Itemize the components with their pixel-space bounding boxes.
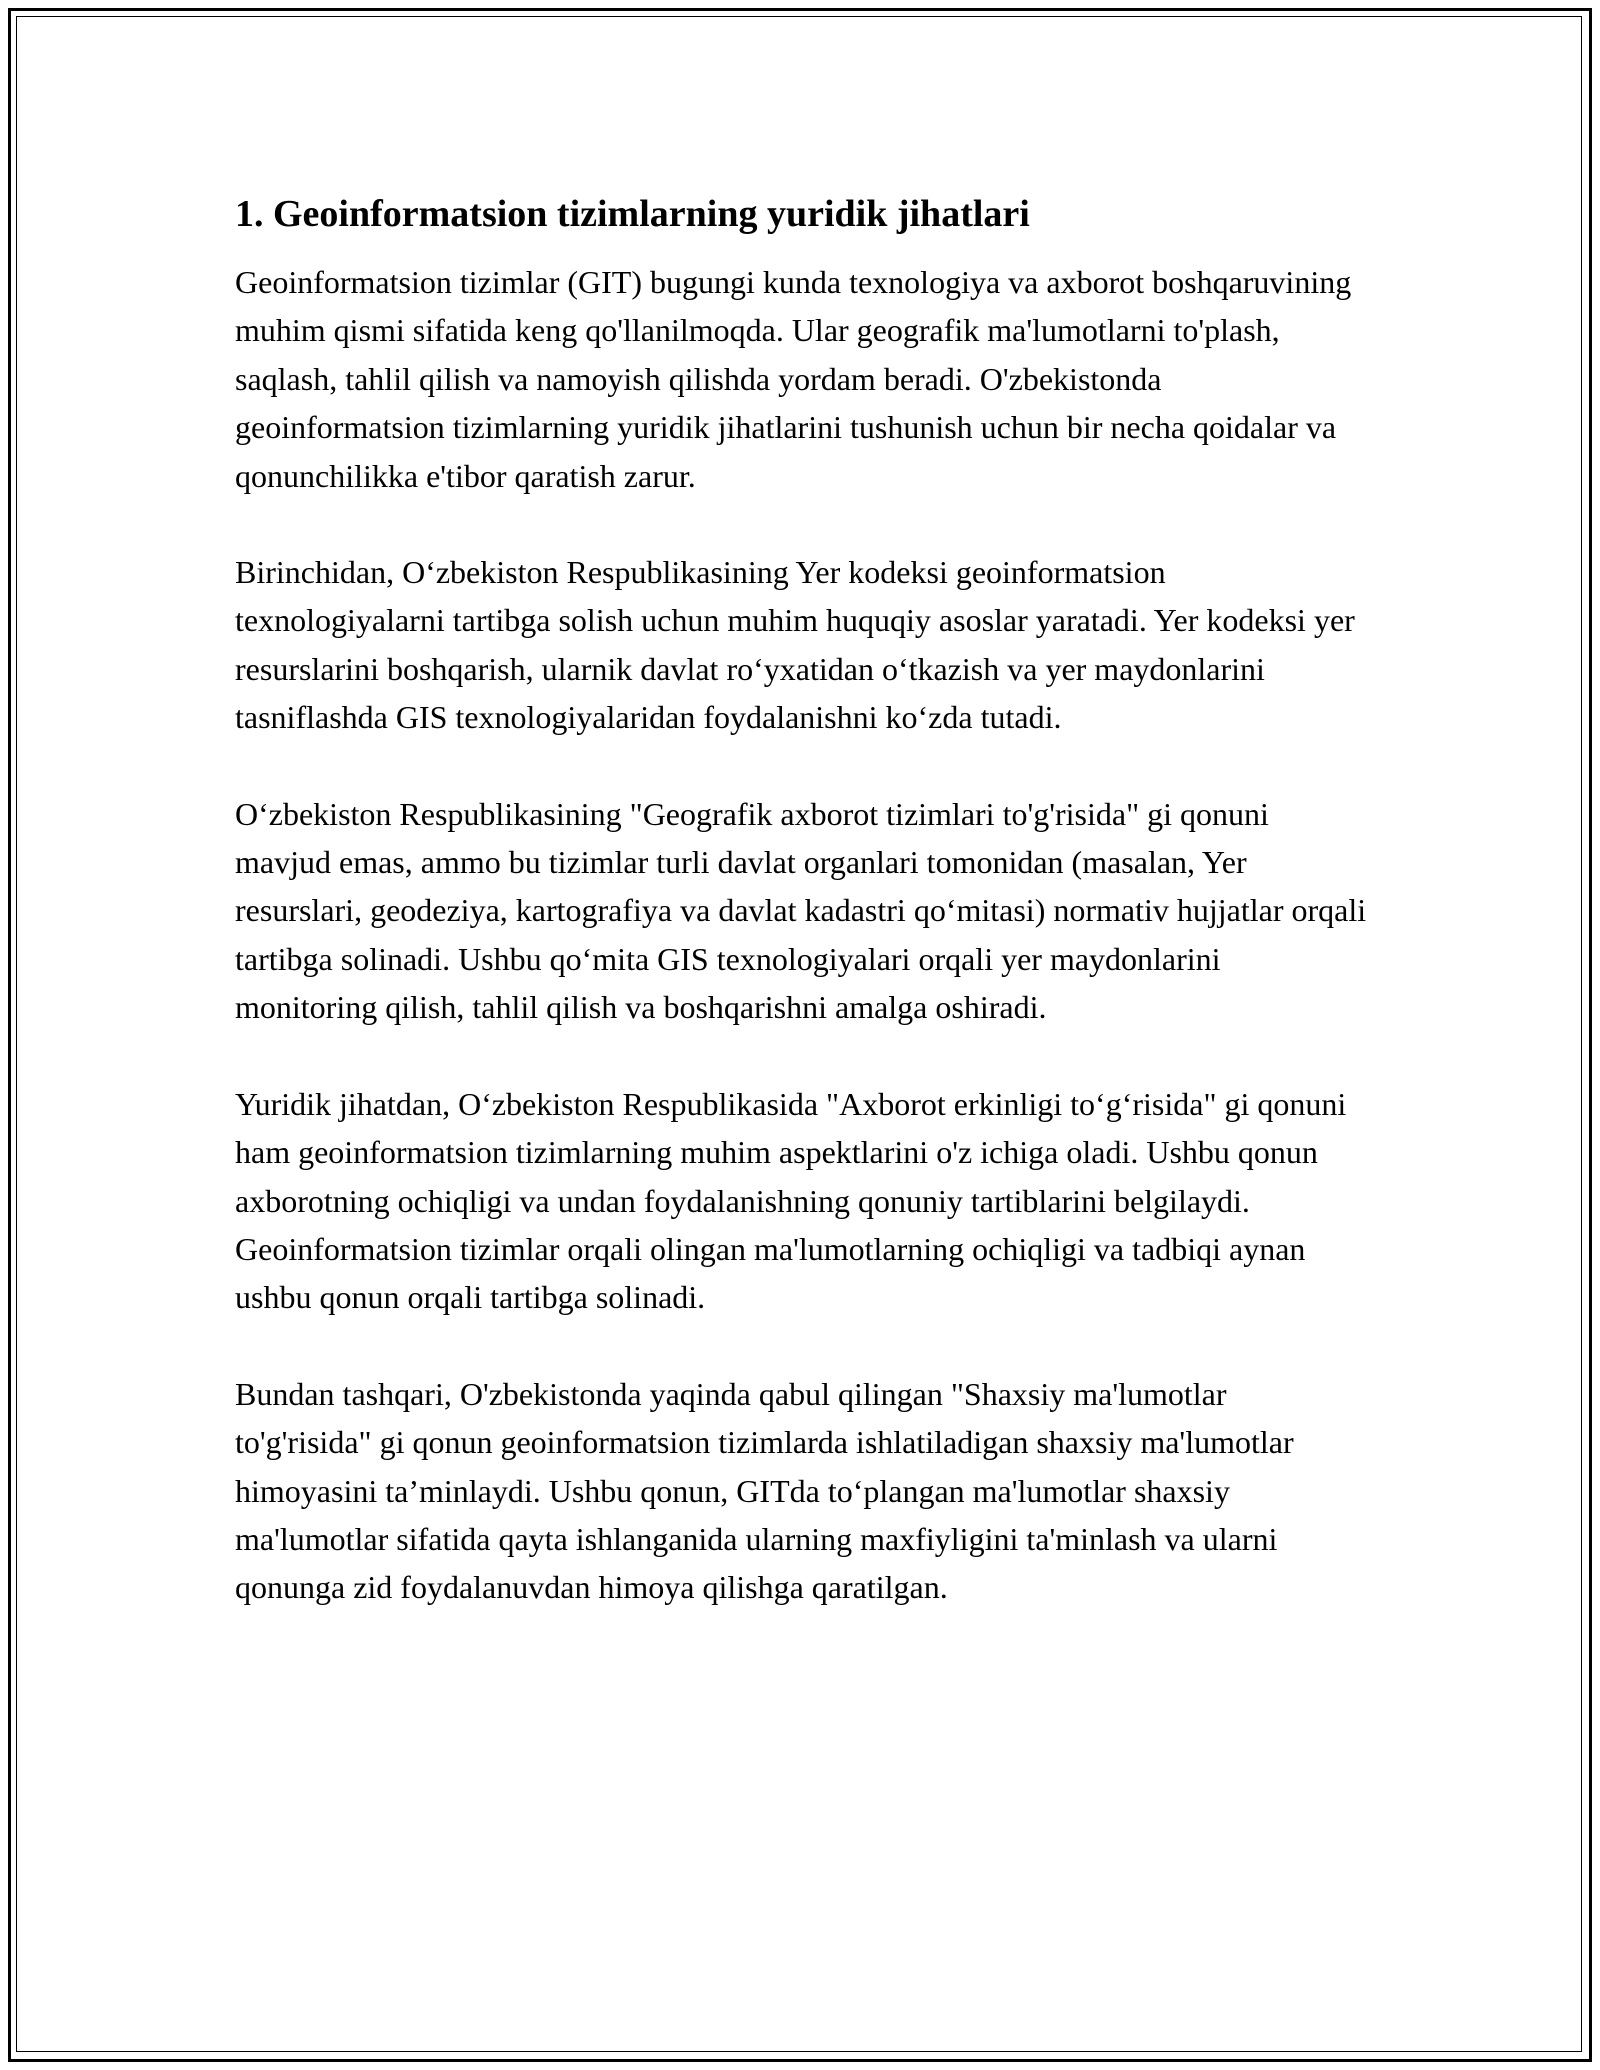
paragraph-gis-regulation: O‘zbekiston Respublikasining "Geografik axborot tizimlari to'g'risida" gi qonuni mavjud emas, ammo bu tizimlar turli davlat organlari tomonidan (masalan, Yer resurslari, geodeziya, kartografiya va davlat kadastri qo‘mitasi) normativ hujjatlar orqali tartibga solinadi. Ushbu qo‘mita GIS texnologiyalari orqali yer maydonlarini monitoring qilish, tahlil qilish va boshqarishni amalga oshiradi. bbox=[235, 795, 1367, 1026]
paragraph-information-freedom: Yuridik jihatdan, O‘zbekiston Respublikasida "Axborot erkinligi to‘g‘risida" gi qonuni ham geoinformatsion tizimlarning muhim aspektlarini o'z ichiga oladi. Ushbu qonun axborotning ochiqligi va undan foydalanishning qonuniy tartiblarini belgilaydi. Geoinformatsion tizimlar orqali olingan ma'lumotlarning ochiqligi va tadbiqi aynan ushbu qonun orqali tartibga solinadi. bbox=[235, 1085, 1347, 1316]
document-body bbox=[235, 186, 1370, 1660]
paragraph-intro: Geoinformatsion tizimlar (GIT) bugungi kunda texnologiya va axborot boshqaruvining muhim qismi sifatida keng qo'llanilmoqda. Ular geografik ma'lumotlarni to'plash, saqlash, tahlil qilish va namoyish qilishda yordam beradi. O'zbekistonda geoinformatsion tizimlarning yuridik jihatlarini tushunish uchun bir necha qoidalar va qonunchilikka e'tibor qaratish zarur. bbox=[235, 264, 1352, 494]
paragraph-land-code: Birinchidan, O‘zbekiston Respublikasining Yer kodeksi geoinformatsion texnologiyalarni tartibga solish uchun muhim huquqiy asoslar yaratadi. Yer kodeksi yer resurslarini boshqarish, ularnik davlat ro‘yxatidan o‘tkazish va yer maydonlarini tasniflashda GIS texnologiyalaridan foydalanishni ko‘zda tutadi. bbox=[235, 554, 1355, 736]
section-heading: 1. Geoinformatsion tizimlarning yuridik jihatlari bbox=[235, 193, 1030, 235]
paragraph-personal-data: Bundan tashqari, O'zbekistonda yaqinda qabul qilingan "Shaxsiy ma'lumotlar to'g'risida" gi qonun geoinformatsion tizimlarda ishlatiladigan shaxsiy ma'lumotlar himoyasini ta’minlaydi. Ushbu qonun, GITda to‘plangan ma'lumotlar shaxsiy ma'lumotlar sifatida qayta ishlanganida ularning maxfiyligini ta'minlash va ularni qonunga zid foydalanuvdan himoya qilishga qaratilgan. bbox=[235, 1375, 1294, 1606]
